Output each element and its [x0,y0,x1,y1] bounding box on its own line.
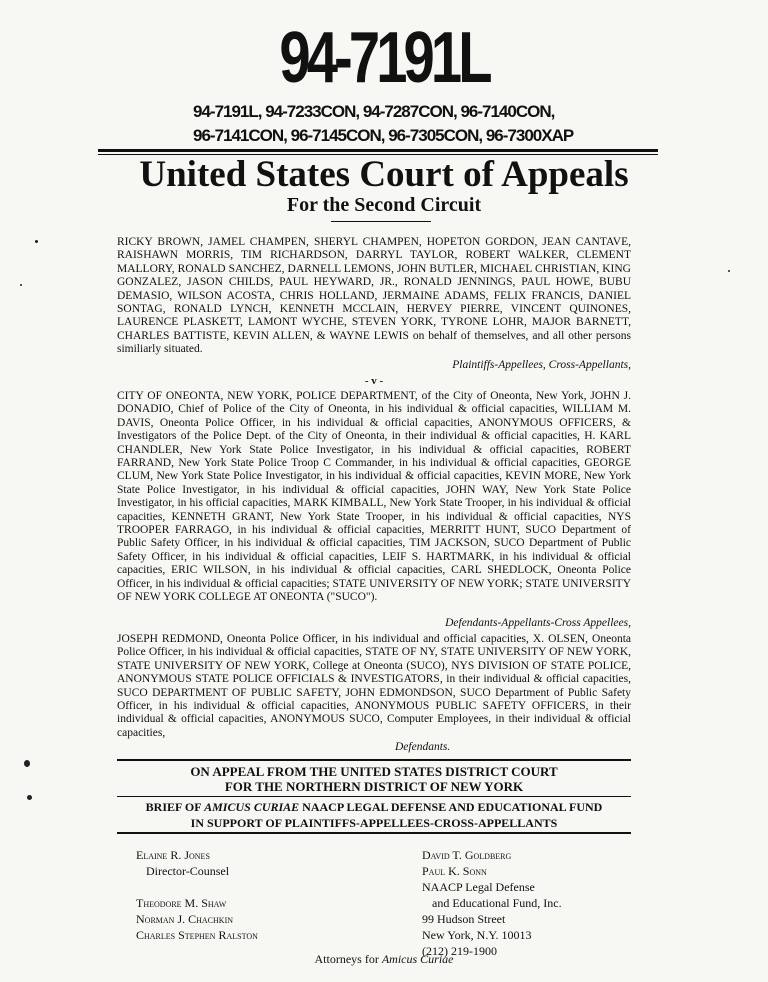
counsel-name: Elaine R. Jones [136,848,210,862]
counsel-right [422,847,562,959]
appeal-rule-top [117,759,631,761]
brief-line-2: IN SUPPORT OF PLAINTIFFS-APPELLEES-CROSS-APPELLANTS [190,816,558,830]
brief-line-1: BRIEF OF AMICUS CURIAE NAACP LEGAL DEFENSE AND EDUCATIONAL FUND [145,800,603,814]
brief-rule [117,832,631,834]
appeal-heading [117,764,631,794]
counsel-address: 99 Hudson Street [422,912,506,926]
scan-speck [27,795,32,800]
defendants-paragraph: JOSEPH REDMOND, Oneonta Police Officer, in his individual and official capacities, X. OLSEN, Oneonta Police Officer, in his individual & official capacities, STATE OF NY, STATE UNIVERSITY OF NEW YORK, STATE UNIVERSITY OF NEW YORK, College at Oneonta (SUCO), NYS DIVISION OF STATE POLICE, ANONYMOUS STATE POLICE OFFICIALS & INVESTIGATORS, in their individual & official capacities, SUCO DEPARTMENT OF PUBLIC SAFETY, JOHN EDMONDSON, SUCO Department of Public Safety Officer, in his individual & official capacities, ANONYMOUS PUBLIC SAFETY OFFICERS, in their individual & official capacities, ANONYMOUS SUCO, Computer Employees, in their individual & official capacities, [117,633,631,739]
consolidated-line-1: 94-7191L, 94-7233CON, 94-7287CON, 96-7140CON, [193,102,555,121]
consolidated-line-2: 96-7141CON, 96-7145CON, 96-7305CON, 96-7300XAP [193,126,574,145]
court-title: United States Court of Appeals [139,154,629,195]
amicus-curiae-italic: Amicus Curiae [381,952,454,966]
appeal-rule-bottom [117,796,631,797]
counsel-phone: (212) 219-1900 [422,944,497,958]
counsel-name: Norman J. Chachkin [136,912,234,926]
versus-label: - v - [364,375,384,387]
appellants-role: Defendants-Appellants-Cross Appellees, [445,617,631,629]
title-underline [331,221,431,222]
counsel-left [136,847,258,943]
plaintiffs-paragraph: RICKY BROWN, JAMEL CHAMPEN, SHERYL CHAMPEN, HOPETON GORDON, JEAN CANTAVE, RAISHAWN MORRIS, TIM RICHARDSON, DARRYL TAYLOR, ROBERT WALKER, CLEMENT MALLORY, RONALD SANCHEZ, DARNELL LEMONS, JOHN BUTLER, MICHAEL CHRISTIAN, KING GONZALEZ, JASON CHILDS, PAUL HEYWARD, JR., RONALD JENNINGS, PAUL HOWE, BUBU DEMASIO, WILSON ACOSTA, CHRIS HOLLAND, JERMAINE ADAMS, FELIX FRANCIS, DANIEL SONTAG, RONALD LYNCH, KENNETH MCCLAIN, HERVEY PIERRE, VINCENT QUINONES, LAURENCE PLASKETT, LAMONT WYCHE, STEVEN YORK, TYRONE LOHR, MAJOR BARNETT, CHARLES BATTISTE, KEVIN ALLEN, & WAYNE LEWIS on behalf of themselves, and all other persons similiarly situated. [117,236,631,356]
appellants-paragraph: CITY OF ONEONTA, NEW YORK, POLICE DEPARTMENT, of the City of Oneonta, New York, JOHN J. DONADIO, Chief of Police of the City of Oneonta, in his individual & official capacities, WILLIAM M. DAVIS, Oneonta Police Officer, in his individual & official capacities, ANONYMOUS OFFICERS, & Investigators of the Police Dept. of the City of Oneonta, in their individual & official capacities, H. KARL CHANDLER, New York State Police Investigator, in his individual & official capacities, ROBERT FARRAND, New York State Police Troop C Commander, in his individual & official capacities, GEORGE CLUM, New York State Police Investigator, in his individual & official capacities, KEVIN MORE, New York State Police Investigator, in his individual & official capacities, JOHN WAY, New York State Police Investigator, in his official capacities, MARK KIMBALL, New York State Trooper, in his individual & official capacities, KENNETH GRANT, New York State Trooper, in his individual & official capacities, NYS TROOPER FARRAGO, in his individual & official capacities, MERRITT HUNT, SUCO Department of Public Safety Officer, in his individual & official capacities, TIM JACKSON, SUCO Department of Public Safety Officer, in his individual & official capacities, LEIF S. HARTMARK, in his individual & official capacities, ERIC WILSON, in his individual & official capacities, CARL SHEDLOCK, Oneonta Police Officer, in his individual & official capacities; STATE UNIVERSITY OF NEW YORK; STATE UNIVERSITY OF NEW YORK COLLEGE AT ONEONTA ("SUCO"). [117,390,631,604]
docket-number: 94-7191L [279,18,489,98]
scan-speck [728,270,730,272]
counsel-organization-cont: and Educational Fund, Inc. [432,896,562,910]
counsel-name: Paul K. Sonn [422,864,487,878]
counsel-name: Theodore M. Shaw [136,896,227,910]
attorneys-for-line: Attorneys for Amicus Curiae [314,952,454,966]
scan-speck [24,760,30,767]
counsel-organization: NAACP Legal Defense [422,880,535,894]
counsel-title: Director-Counsel [146,864,230,878]
brief-title [117,799,631,831]
consolidated-docket-numbers [193,100,593,148]
counsel-city: New York, N.Y. 10013 [422,928,532,942]
scan-speck [20,284,22,286]
counsel-name: David T. Goldberg [422,848,512,862]
appeal-line-1: ON APPEAL FROM THE UNITED STATES DISTRICT COURT [190,764,558,779]
amicus-italic: AMICUS CURIAE [204,800,300,814]
plaintiffs-role: Plaintiffs-Appellees, Cross-Appellants, [452,359,631,371]
appeal-line-2: FOR THE NORTHERN DISTRICT OF NEW YORK [224,779,524,794]
scan-speck [35,240,38,243]
circuit-subtitle: For the Second Circuit [286,194,482,216]
defendants-role: Defendants. [395,741,451,753]
counsel-name: Charles Stephen Ralston [136,928,258,942]
